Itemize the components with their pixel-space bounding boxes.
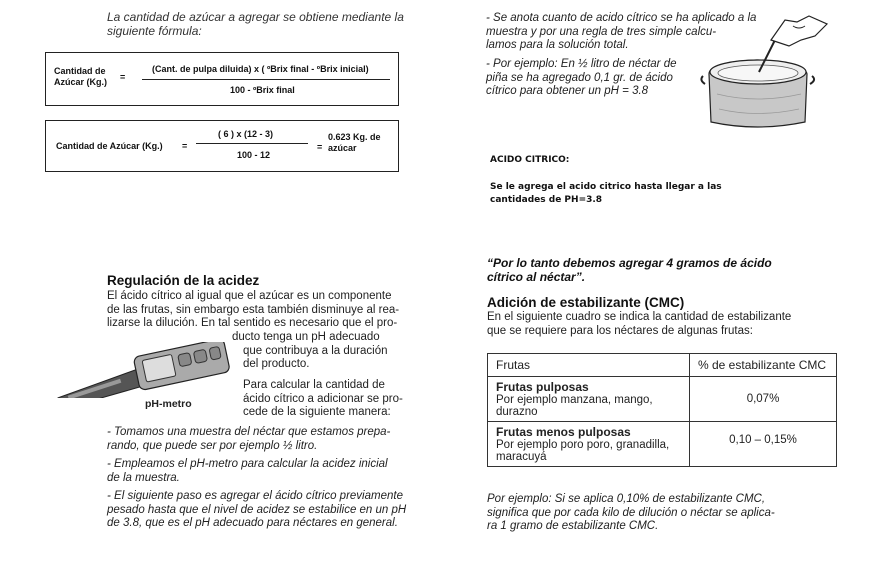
result-line: 0.623 Kg. de	[328, 132, 381, 142]
formula-denominator: 100 - 12	[237, 150, 271, 160]
fruit-cell	[488, 422, 690, 467]
formula-label: Cantidad de Azúcar (Kg.)	[56, 141, 163, 151]
paragraph-line: ra 1 gramo de estabilizante CMC.	[487, 520, 659, 532]
paragraph-line: Para calcular la cantidad de	[243, 379, 385, 391]
paragraph-line: significa que por cada kilo de dilución o néctar se aplica-	[487, 506, 775, 519]
paragraph-line: lamos para la solución total.	[486, 39, 629, 51]
ph-meter-illustration	[46, 342, 236, 398]
fruit-desc: Por ejemplo manzana, mango,	[496, 394, 653, 406]
cmc-intro	[487, 311, 807, 338]
step-line: de la muestra.	[107, 471, 180, 484]
step-line: pesado hasta que el nivel de acidez se estabilice en un pH	[107, 503, 407, 516]
equals-sign: =	[317, 142, 323, 152]
fraction-bar	[196, 143, 308, 144]
paragraph-line: piña se ha agregado 0,1 gr. de ácido	[486, 71, 673, 84]
formula-box-example	[45, 120, 399, 172]
paragraph-line: ácido cítrico a adicionar se pro-	[243, 392, 403, 405]
pot-illustration	[697, 14, 847, 134]
cmc-example	[487, 493, 807, 534]
paragraph-line: que se requiere para los néctares de algunas frutas:	[487, 324, 753, 337]
formula-label	[54, 66, 107, 88]
paragraph-line: El ácido cítrico al igual que el azúcar es un componente	[107, 290, 392, 302]
step-line: - Empleamos el pH-metro para calcular la acidez inicial	[107, 458, 388, 470]
example-paragraph	[486, 58, 706, 99]
section-title-acidez: Regulación de la acidez	[107, 273, 260, 288]
fruit-title: Frutas pulposas	[496, 380, 589, 394]
note-line: cantidades de PH=3.8	[490, 195, 603, 205]
paragraph-line: lizarse la dilución. En tal sentido es necesario que el pro-	[107, 317, 398, 329]
step-line: - Tomamos una muestra del néctar que estamos prepa-	[107, 426, 391, 438]
fruit-title: Frutas menos pulposas	[496, 425, 631, 439]
cmc-value: 0,07%	[690, 377, 837, 422]
paragraph-line: que contribuya a la duración	[243, 344, 388, 357]
fruit-cell	[488, 377, 690, 422]
step-line: rando, que puede ser por ejemplo ½ litro.	[107, 439, 318, 452]
section-title-cmc: Adición de estabilizante (CMC)	[487, 295, 685, 310]
formula-label-line: Azúcar (Kg.)	[54, 77, 108, 87]
note-line: Se le agrega el acido citrico hasta llegar a las	[490, 182, 722, 192]
paragraph-line: - Por ejemplo: En ½ litro de néctar de	[486, 58, 677, 70]
acidez-steps	[107, 426, 407, 531]
step-line: - El siguiente paso es agregar el ácido cítrico previamente	[107, 490, 403, 502]
quote-line: “Por lo tanto debemos agregar 4 gramos de ácido	[487, 256, 772, 270]
intro-line: La cantidad de azúcar a agregar se obtiene mediante la	[107, 10, 404, 24]
formula-numerator: (Cant. de pulpa diluida) x ( ºBrix final - ºBrix inicial)	[152, 64, 369, 74]
paragraph-line: del producto.	[243, 358, 310, 370]
fraction-bar	[142, 79, 390, 80]
acidez-paragraph-indent	[232, 331, 402, 372]
cmc-value: 0,10 – 0,15%	[690, 422, 837, 467]
paragraph-line: ducto tenga un pH adecuado	[232, 331, 380, 343]
intro-text	[107, 10, 407, 38]
acido-citrico-label: ACIDO CITRICO:	[490, 155, 570, 165]
equals-sign: =	[182, 141, 188, 151]
paragraph-line: muestra y por una regla de tres simple calcu-	[486, 25, 717, 38]
conclusion-quote	[487, 256, 772, 284]
paragraph-line: cede de la siguiente manera:	[243, 406, 391, 418]
acidez-paragraph-2	[243, 379, 403, 420]
cmc-table	[487, 353, 837, 467]
quote-line: cítrico al néctar”.	[487, 270, 586, 284]
table-header-row	[488, 354, 837, 377]
formula-numerator: ( 6 ) x (12 - 3)	[218, 129, 274, 139]
fruit-desc: maracuyá	[496, 451, 547, 463]
acido-citrico-note	[490, 181, 722, 207]
formula-label-line: Cantidad de	[54, 66, 106, 76]
column-header: % de estabilizante CMC	[690, 354, 837, 377]
acidez-paragraph	[107, 290, 407, 331]
paragraph-line: - Se anota cuanto de acido cítrico se ha aplicado a la	[486, 12, 757, 24]
paragraph-line: de las frutas, sin embargo esta también disminuye al rea-	[107, 303, 400, 316]
table-row	[488, 422, 837, 467]
table-row	[488, 377, 837, 422]
paragraph-line: En el siguiente cuadro se indica la cantidad de estabilizante	[487, 311, 792, 323]
ph-meter-caption: pH-metro	[145, 398, 192, 410]
formula-result	[328, 132, 381, 154]
column-header: Frutas	[488, 354, 690, 377]
result-line: azúcar	[328, 143, 357, 153]
formula-box-general	[45, 52, 399, 106]
paragraph-line: cítrico para obtener un pH = 3.8	[486, 85, 649, 97]
step-line: de 3.8, que es el pH adecuado para néctares en general.	[107, 517, 398, 529]
intro-line: siguiente fórmula:	[107, 24, 202, 38]
paragraph-line: Por ejemplo: Si se aplica 0,10% de estabilizante CMC,	[487, 493, 766, 505]
formula-denominator: 100 - ºBrix final	[230, 85, 295, 95]
fruit-desc: Por ejemplo poro poro, granadilla,	[496, 439, 670, 451]
equals-sign: =	[120, 72, 126, 82]
fruit-desc: durazno	[496, 406, 538, 418]
